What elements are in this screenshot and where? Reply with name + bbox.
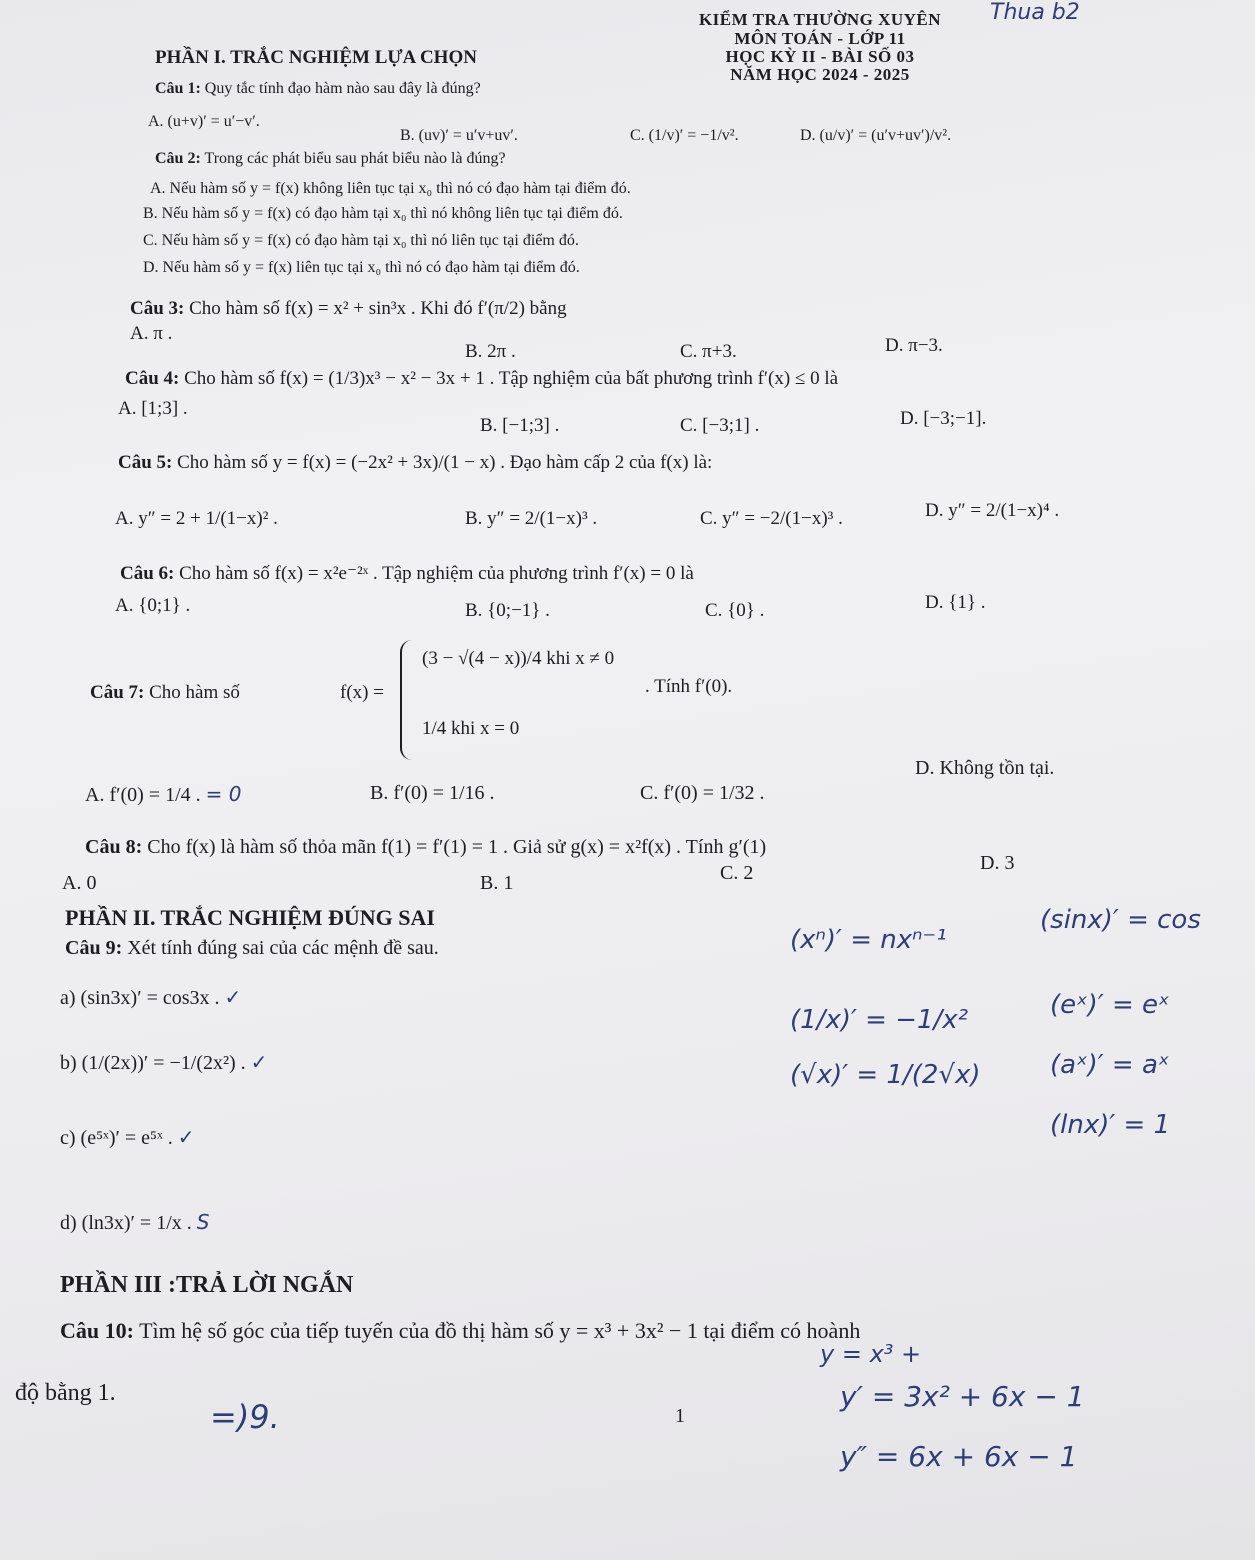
q4-option-b: B. [−1;3] . [480,415,560,436]
q10-text: Tìm hệ số góc của tiếp tuyến của đồ thị hàm số y = x³ + 3x² − 1 tại điểm có hoành [139,1318,861,1343]
q4-option-d: D. [−3;−1]. [900,408,987,429]
q6-text: Cho hàm số f(x) = x²e⁻²ˣ . Tập nghiệm của phương trình f′(x) = 0 là [179,563,694,584]
q2-text: Trong các phát biểu sau phát biểu nào là đúng? [204,150,506,167]
q1-option-b: B. (uv)′ = u′v+uv′. [400,127,518,144]
q5-option-a: A. y″ = 2 + 1/(1−x)² . [115,508,278,529]
q3-option-d: D. π−3. [885,335,943,356]
note-ax-derivative: (aˣ)′ = aˣ [1050,1050,1170,1080]
q8-label: Câu 8: [85,836,143,858]
q3-label: Câu 3: [130,298,185,319]
q7-brace [400,640,420,760]
q9-label: Câu 9: [65,937,123,959]
q1-label: Câu 1: [155,80,201,97]
q9-statement-b [60,1050,267,1075]
q7-handwritten-mark: = 0 [205,782,242,806]
q7-option-a [85,782,241,807]
q7-option-a-text: A. f′(0) = 1/4 . [85,784,201,806]
note-sqrt-derivative: (√x)′ = 1/(2√x) [790,1060,981,1090]
q7-text: Cho hàm số [149,682,240,703]
q10-stem-line2: độ bằng 1. [15,1380,116,1406]
q5-label: Câu 5: [118,452,173,473]
q1-stem [155,80,481,98]
part2-title: PHẦN II. TRẮC NGHIỆM ĐÚNG SAI [65,905,435,930]
q7-option-d: D. Không tồn tại. [915,757,1055,779]
page-number: 1 [675,1405,685,1427]
q9-c-check-mark: ✓ [177,1125,195,1149]
q9-d-false-mark: S [196,1210,210,1234]
q9-statement-c-text: c) (e⁵ˣ)′ = e⁵ˣ . [60,1127,173,1149]
part3-title: PHẦN III :TRẢ LỜI NGẮN [60,1272,354,1298]
q8-option-d: D. 3 [980,852,1015,874]
note-exp-derivative: (eˣ)′ = eˣ [1050,990,1170,1020]
part1-title: PHẦN I. TRẮC NGHIỆM LỰA CHỌN [155,47,477,68]
q3-option-b: B. 2π . [465,341,516,362]
q8-text: Cho f(x) là hàm số thỏa mãn f(1) = f′(1) = 1 . Giả sử g(x) = x²f(x) . Tính g′(1) [147,836,767,858]
note-power-rule: (xⁿ)′ = nxⁿ⁻¹ [790,925,947,955]
q6-option-b: B. {0;−1} . [465,600,550,621]
q5-text: Cho hàm số y = f(x) = (−2x² + 3x)/(1 − x) . Đạo hàm cấp 2 của f(x) là: [177,452,713,473]
q9-text: Xét tính đúng sai của các mệnh đề sau. [127,937,439,959]
q3-stem [130,298,567,320]
q8-option-a: A. 0 [62,872,97,894]
q2-option-a: A. Nếu hàm số y = f(x) không liên tục tại x₀ thì nó có đạo hàm tại điểm đó. [150,180,631,197]
q9-statement-d-text: d) (ln3x)′ = 1/x . [60,1212,192,1234]
q4-label: Câu 4: [125,368,180,389]
q10-stem [60,1318,860,1344]
q10-handwritten-answer: =)9. [210,1398,280,1436]
q7-label: Câu 7: [90,682,145,703]
q6-label: Câu 6: [120,563,175,584]
q4-option-c: C. [−3;1] . [680,415,760,436]
q9-statement-a-text: a) (sin3x)′ = cos3x . [60,987,220,1009]
note-reciprocal-derivative: (1/x)′ = −1/x² [790,1005,969,1035]
q2-option-b: B. Nếu hàm số y = f(x) có đạo hàm tại x₀ thì nó không liên tục tại điểm đó. [143,205,623,222]
q9-statement-a [60,985,241,1010]
q4-option-a: A. [1;3] . [118,398,188,419]
q3-option-a: A. π . [130,323,173,344]
q6-option-d: D. {1} . [925,592,986,613]
header-year: NĂM HỌC 2024 - 2025 [730,65,910,84]
q2-label: Câu 2: [155,150,201,167]
q7-case1: (3 − √(4 − x))/4 khi x ≠ 0 [422,648,615,669]
q5-option-b: B. y″ = 2/(1−x)³ . [465,508,598,529]
q2-option-c: C. Nếu hàm số y = f(x) có đạo hàm tại x₀ thì nó liên tục tại điểm đó. [143,232,579,249]
q9-statement-d [60,1210,209,1235]
handwritten-note-top: Thua b2 [990,0,1080,25]
q8-option-c: C. 2 [720,862,754,884]
q3-text: Cho hàm số f(x) = x² + sin³x . Khi đó f′(π/2) bằng [189,298,567,319]
q9-statement-b-text: b) (1/(2x))′ = −1/(2x²) . [60,1052,246,1074]
q6-stem [120,562,694,585]
q9-b-check-mark: ✓ [250,1050,268,1074]
q7-func-name: f(x) = [340,682,384,703]
q10-label: Câu 10: [60,1318,134,1343]
q5-option-d: D. y″ = 2/(1−x)⁴ . [925,500,1060,521]
q10-work-line2: y′ = 3x² + 6x − 1 [840,1380,1085,1413]
note-sin-derivative: (sinx)′ = cos [1040,905,1201,935]
q8-stem [85,836,766,859]
note-ln-derivative: (lnx)′ = 1 [1050,1110,1171,1140]
header-term: HỌC KỲ II - BÀI SỐ 03 [725,47,915,66]
q5-stem [118,452,712,474]
q2-stem [155,150,506,168]
q1-option-c: C. (1/v)′ = −1/v². [630,127,739,144]
q5-option-c: C. y″ = −2/(1−x)³ . [700,508,843,529]
q8-option-b: B. 1 [480,872,514,894]
q9-statement-c [60,1125,195,1150]
q7-case2: 1/4 khi x = 0 [422,718,520,739]
q2-option-d: D. Nếu hàm số y = f(x) liên tục tại x₀ thì nó có đạo hàm tại điểm đó. [143,259,580,276]
q7-option-c: C. f′(0) = 1/32 . [640,782,765,804]
q1-option-d: D. (u/v)′ = (u′v+uv′)/v². [800,127,952,144]
q10-work-line1: y = x³ + [820,1340,922,1368]
header-title: KIỂM TRA THƯỜNG XUYÊN [698,10,942,29]
q4-stem [125,368,838,390]
q3-option-c: C. π+3. [680,341,737,362]
header-subject: MÔN TOÁN - LỚP 11 [734,29,906,48]
q7-option-b: B. f′(0) = 1/16 . [370,782,495,804]
q10-work-line3: y″ = 6x + 6x − 1 [840,1440,1078,1473]
q9-stem [65,937,439,960]
q6-option-a: A. {0;1} . [115,595,191,616]
q6-option-c: C. {0} . [705,600,765,621]
q7-tail: . Tính f′(0). [645,676,733,697]
q4-text: Cho hàm số f(x) = (1/3)x³ − x² − 3x + 1 . Tập nghiệm của bất phương trình f′(x) ≤ 0 là [184,368,839,389]
q9-a-check-mark: ✓ [224,985,242,1009]
q7-stem [90,682,240,704]
q1-option-a: A. (u+v)′ = u′−v′. [148,113,260,130]
q1-text: Quy tắc tính đạo hàm nào sau đây là đúng? [204,80,481,97]
